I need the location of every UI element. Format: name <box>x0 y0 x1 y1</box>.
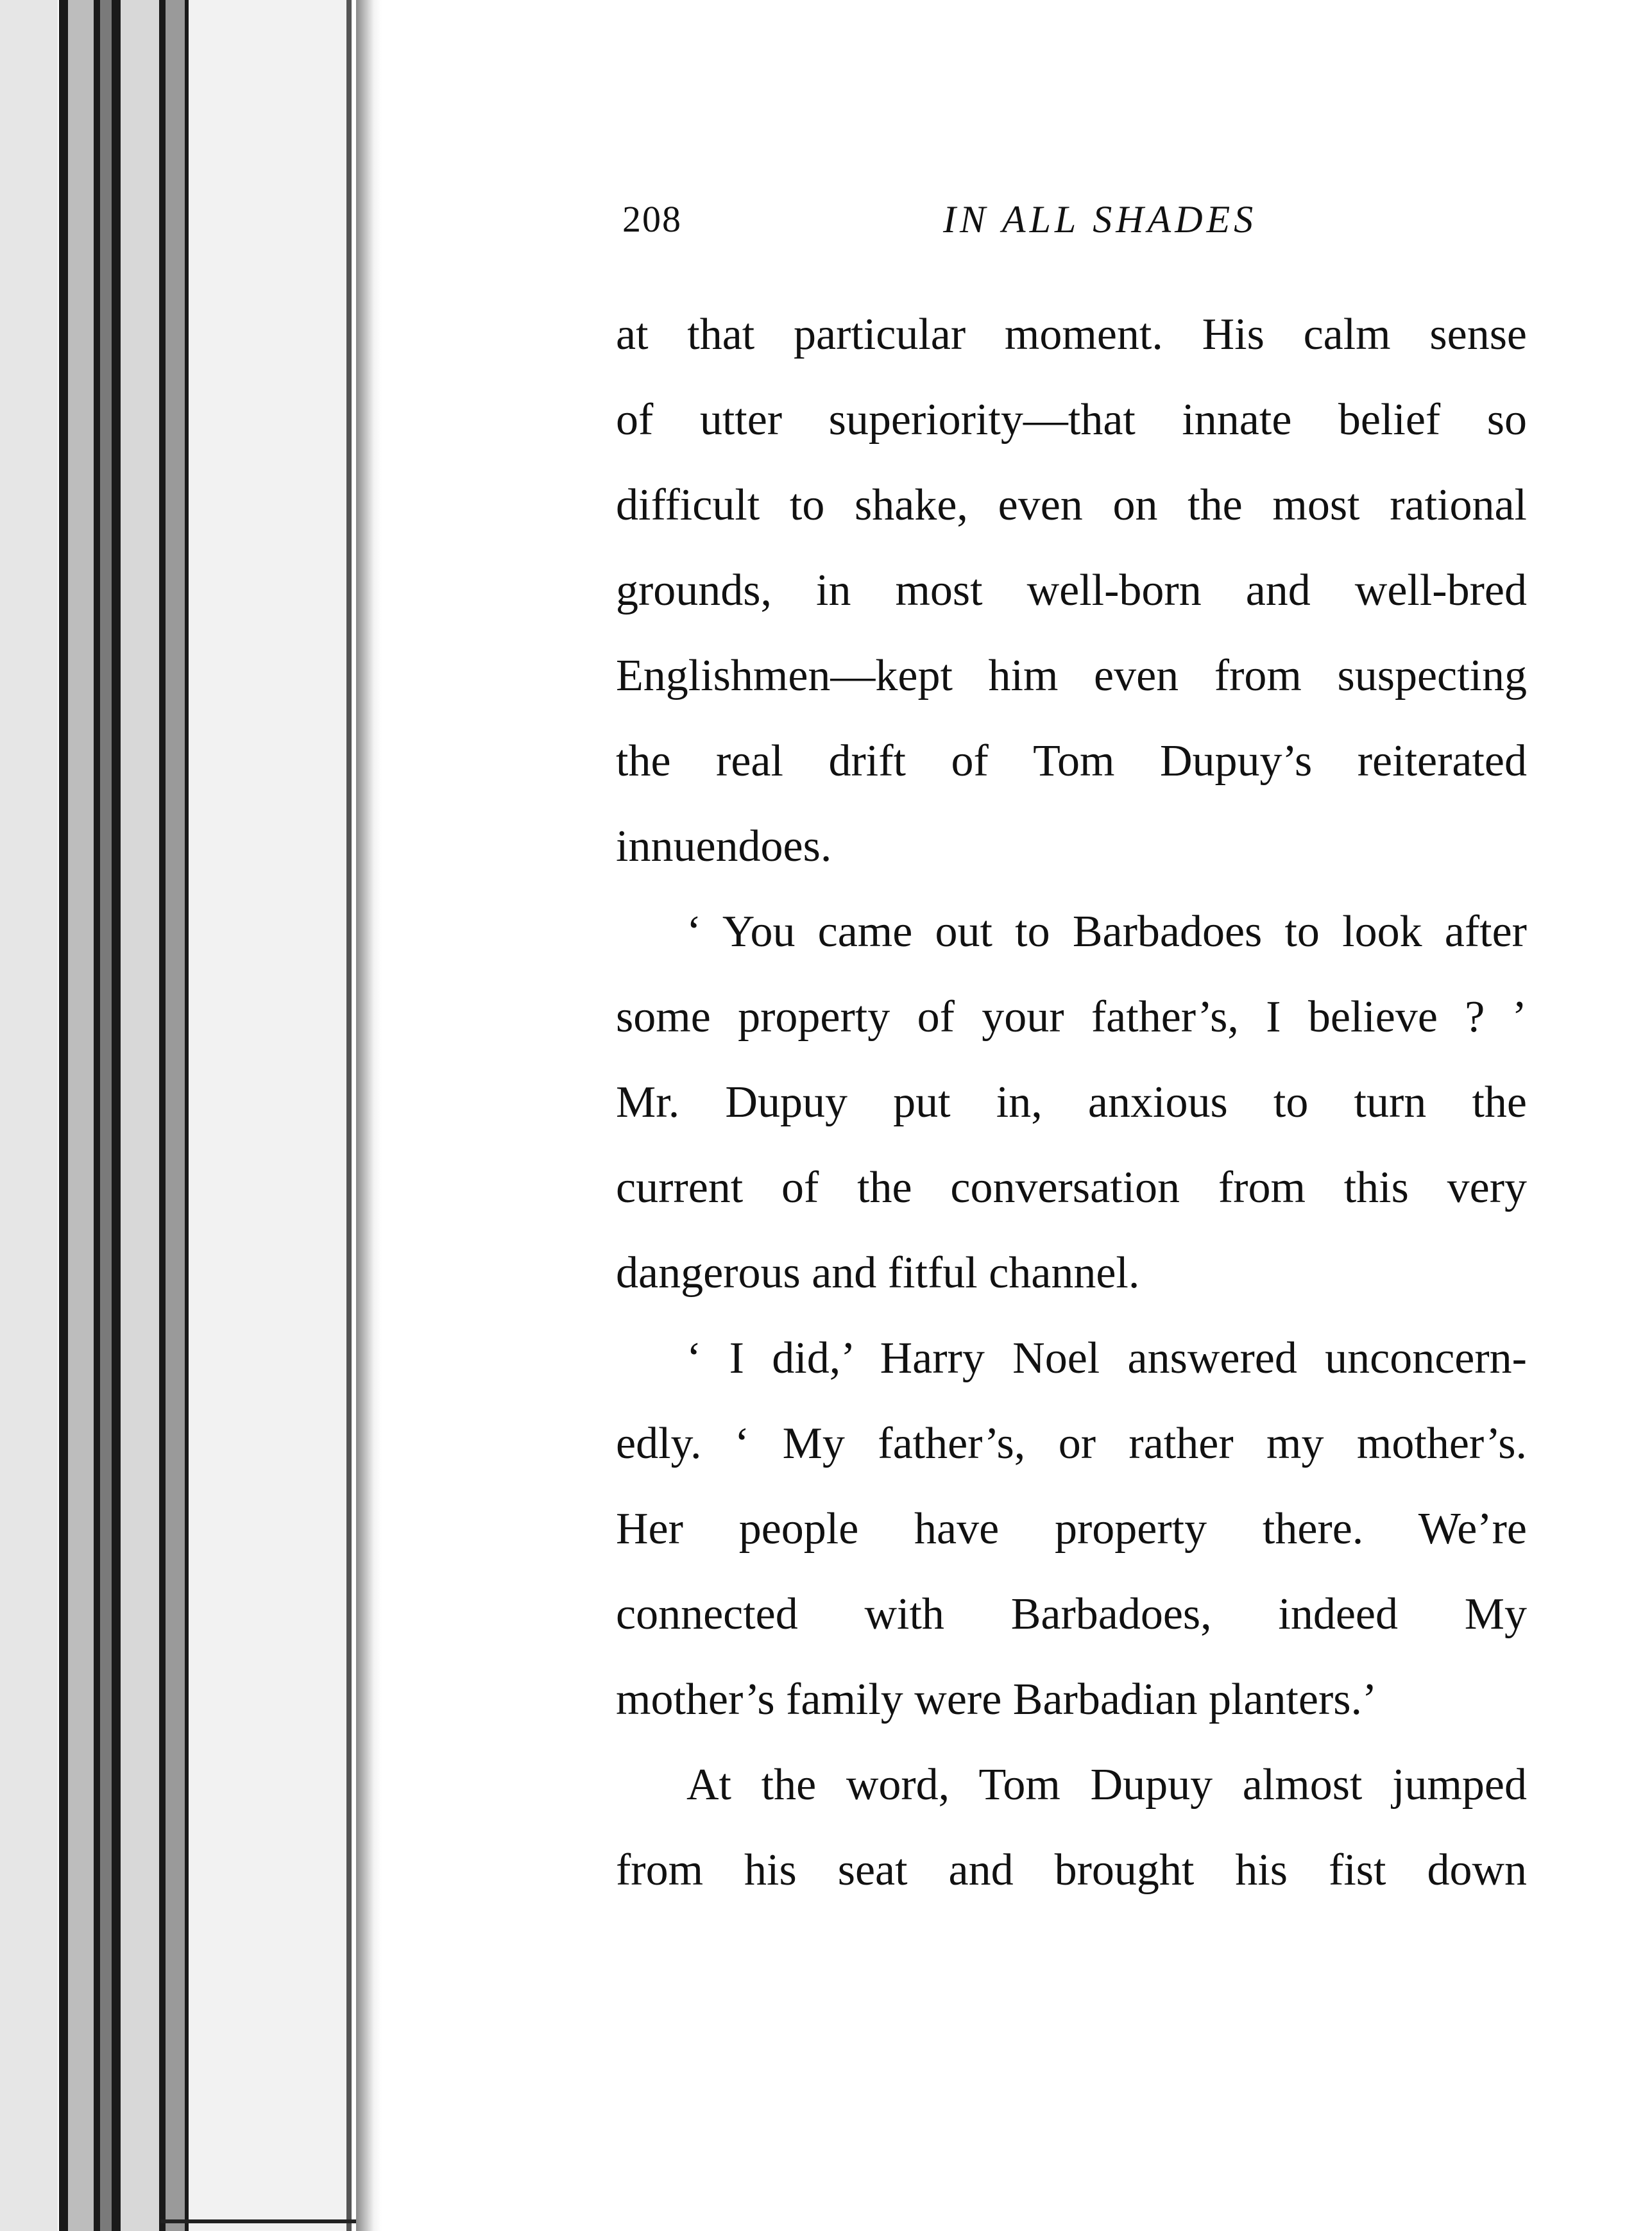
page-stack <box>68 0 94 2231</box>
text-line: grounds, in most well-born and well-bred <box>616 566 1527 615</box>
text-line: current of the conversation from this very <box>616 1163 1527 1212</box>
text-line: the real drift of Tom Dupuy’s reiterated <box>616 736 1527 786</box>
book-page <box>385 0 1652 2231</box>
text-line: difficult to shake, even on the most rational <box>616 480 1527 530</box>
text-line: dangerous and fitful channel. <box>616 1248 1140 1298</box>
page-edge <box>189 0 349 2231</box>
page-stack <box>100 0 112 2231</box>
edge-line <box>346 0 352 2231</box>
text-line: connected with Barbadoes, indeed My <box>616 1590 1527 1639</box>
page-stack <box>166 0 185 2231</box>
edge-line <box>159 0 166 2231</box>
text-line: innuendoes. <box>616 822 832 871</box>
text-line: At the word, Tom Dupuy almost jumped <box>686 1760 1527 1810</box>
body-text <box>616 292 1527 1913</box>
page-number: 208 <box>622 198 682 240</box>
text-line: Mr. Dupuy put in, anxious to turn the <box>616 1078 1527 1127</box>
text-line: ‘ You came out to Barbadoes to look after <box>686 907 1527 956</box>
text-line: some property of your father’s, I believe ? ’ <box>616 992 1527 1042</box>
edge-line <box>94 0 100 2231</box>
edge-bottom <box>160 2219 366 2223</box>
book-edge <box>0 0 372 2231</box>
text-line: Englishmen—kept him even from suspecting <box>616 651 1527 700</box>
running-title: IN ALL SHADES <box>943 198 1257 241</box>
text-line: ‘ I did,’ Harry Noel answered unconcern- <box>686 1334 1527 1383</box>
text-line: from his seat and brought his fist down <box>616 1845 1527 1895</box>
text-line: Her people have property there. We’re <box>616 1504 1527 1554</box>
text-line: edly. ‘ My father’s, or rather my mother’s. <box>616 1419 1527 1468</box>
edge-margin <box>0 0 58 2231</box>
page-stack <box>121 0 159 2231</box>
text-line: of utter superiority—that innate belief so <box>616 395 1527 445</box>
text-line: mother’s family were Barbadian planters.’ <box>616 1675 1377 1724</box>
text-line: at that particular moment. His calm sense <box>616 310 1527 359</box>
running-head <box>622 198 1559 255</box>
edge-line <box>59 0 68 2231</box>
edge-line <box>112 0 121 2231</box>
gutter-shadow <box>356 0 382 2231</box>
